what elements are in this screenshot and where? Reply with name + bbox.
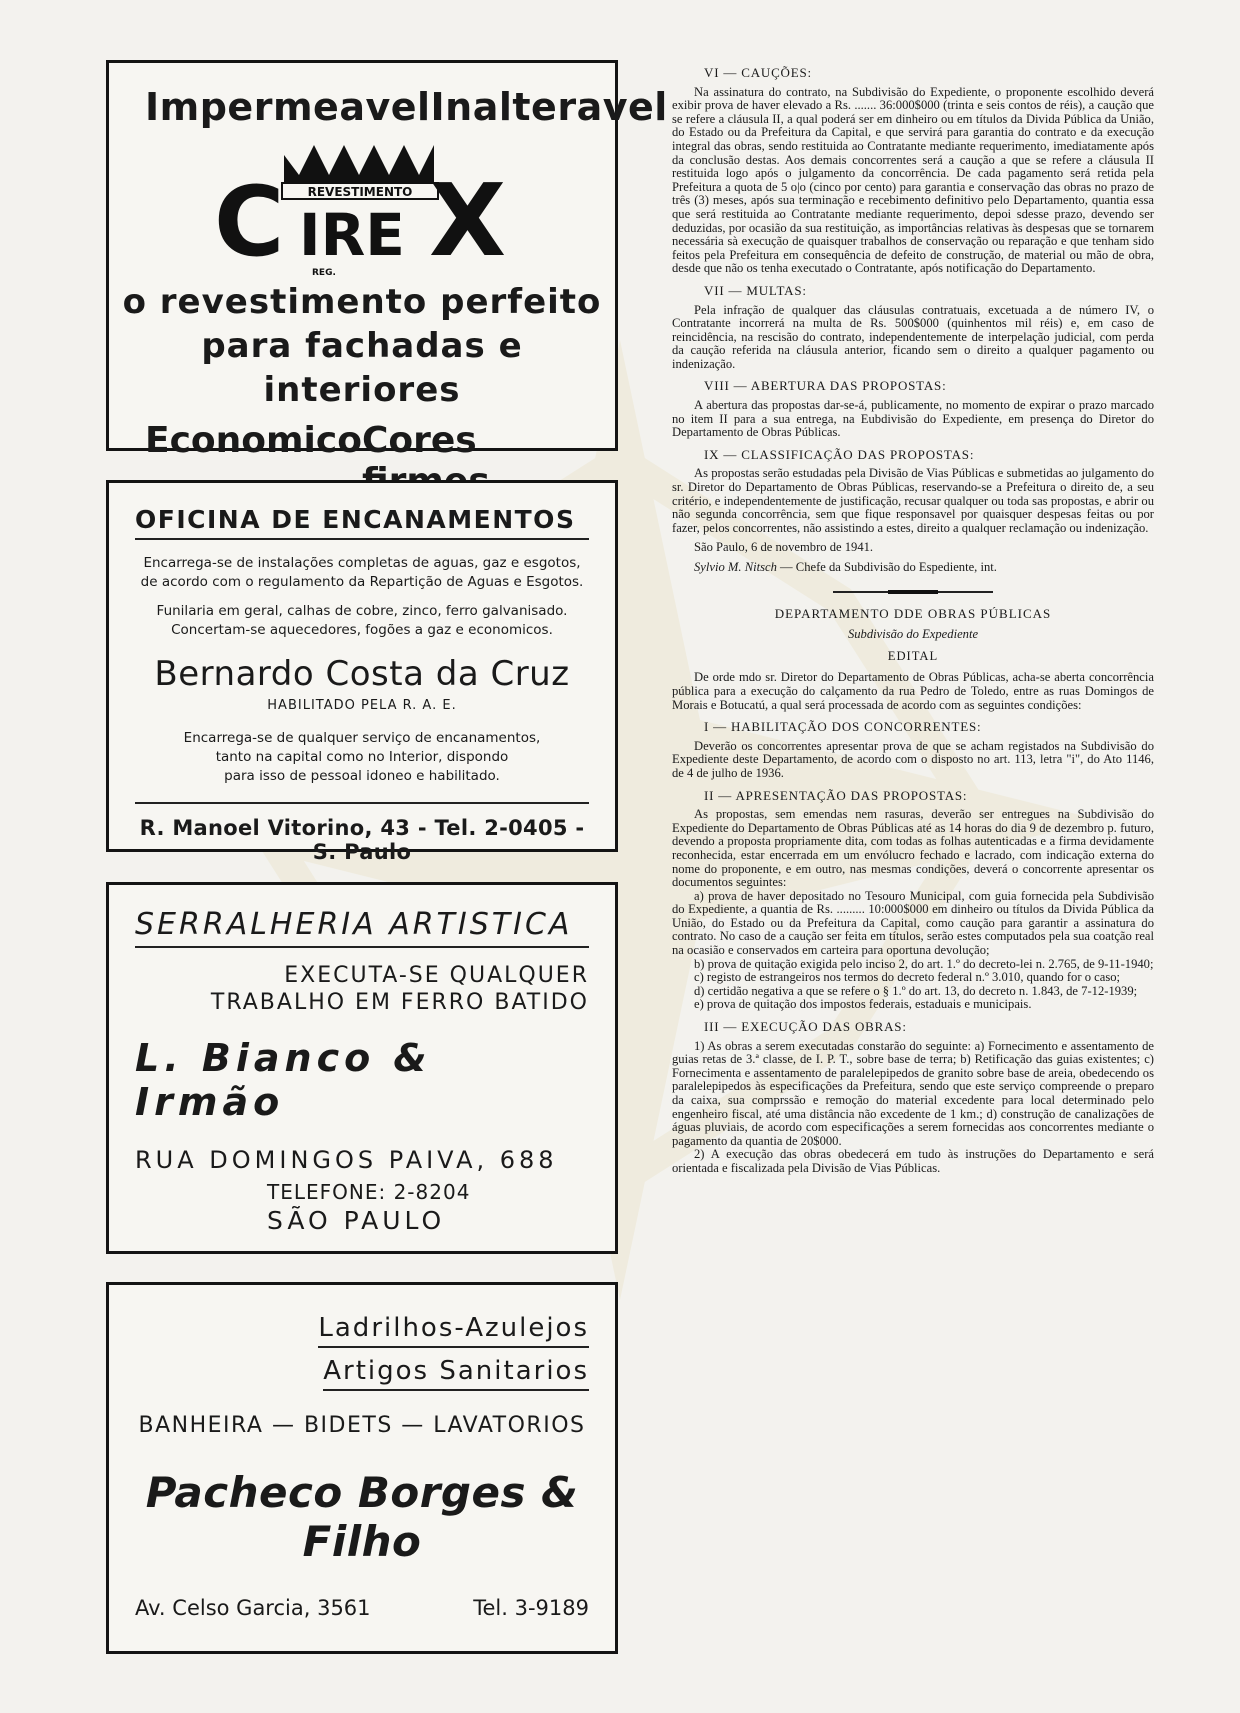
paragraph: As propostas, sem emendas nem rasuras, deverão ser entregues na Subdivisão do Expediente do Departamento de Obras Públicas até as 14 horas do dia 9 de dezembro p. futuro, devendo a proposta propriamente dita, com todas as folhas autenticadas e a firma devidamente reconhecida, estar encerrada em um envólucro fechado e lacrado, com indicação externa do nome do proponente, e em outro, nas mesmas condições, deverá o concorrente apresentar os documentos seguintes:: [672, 807, 1154, 890]
cirex-feature-left: Economico: [145, 420, 362, 461]
ad-tagline-right: Inalteravel: [430, 85, 668, 129]
section-title: IX — CLASSIFICAÇÃO DAS PROPOSTAS:: [704, 446, 975, 462]
pacheco-products: BANHEIRA — BIDETS — LAVATORIOS: [138, 1413, 586, 1438]
section-title: III — EXECUÇÃO DAS OBRAS:: [704, 1019, 907, 1035]
paragraph: a) prova de haver depositado no Tesouro Municipal, com guia fornecida pela Subdivisão do Expediente, a quantia de Rs. ......... 10:000$000 em dinheiro ou títulos da Divida Pública da União, do Estado ou da Prefeitura da Capital, como caução para garantir a assinatura do contrato. No caso de a caução ser feita em títulos, serão estes computados pela sua coatção real na ocasião e conservados em carteira para oportuna devolução;: [672, 888, 1154, 958]
subdivision-title: Subdivisão do Expediente: [847, 627, 979, 642]
svg-text:X: X: [429, 162, 507, 279]
svg-text:REVESTIMENTO: REVESTIMENTO: [307, 185, 413, 199]
section-title: I — HABILITAÇÃO DOS CONCORRENTES:: [704, 719, 982, 735]
paragraph: Na assinatura do contrato, na Subdivisão do Expediente, o proponente escolhido deverá exibir prova de haver elevado a Rs. ....... 36:000$000 (trinta e seis contos de réis), a caução que se refere a cláusula II, a qual poderá ser em dinheiro ou em títulos da Divida Pública da União, do Estado ou da Prefeitura da Capital, e que servirá para garantia do contrato e da execução integral das obras, sendo restituida ao Contratante mediante requerimento, imediatamente após da conclusão destas. Aos demais concorrentes será a caução a que se refere a cláusula II restituida logo após o julgamento da concorrência. De cada pagamento será retida pela Prefeitura a quota de 5 o|o (cinco por cento) para garantia e conservação das obras no prazo de três (3) meses, após sua terminação e recebimento definitivo pelo Departamento, quantia essa que será restituida ao Contratante mediante requerimento, depoi sdesse prazo, devendo ser deduzidas, por ocasião da sua restituição, as importâncias relativas às despesas que se tornarem necessária sà execução de quaisquer trabalhos de conservação ou reparação e que tenham sido feitos pela Prefeitura em consequência de defeito de construção, de material ou mão de obra, desde que não os tenha executado o Contratante, após notificação do Departamento.: [672, 84, 1154, 276]
pacheco-phone: Tel. 3-9189: [473, 1596, 589, 1620]
pacheco-ad: [106, 1282, 618, 1654]
svg-text:C: C: [214, 166, 285, 278]
section-title: VIII — ABERTURA DAS PROPOSTAS:: [704, 378, 947, 394]
edital-column: [672, 58, 1154, 1176]
oficina-address: R. Manoel Vitorino, 43 - Tel. 2-0405 - S. Paulo: [135, 802, 589, 864]
paragraph: c) registo de estrangeiros nos termos do decreto federal n.º 3.010, quando for o caso;: [694, 970, 1121, 985]
serralheria-exec-line: TRABALHO EM FERRO BATIDO: [210, 990, 589, 1015]
paragraph: De orde mdo sr. Diretor do Departamento de Obras Públicas, acha-se aberta concorrência pública para a execução do calçamento da rua Pedro de Toledo, entre as ruas Domingos de Morais e Botucatú, a qual será processada de acordo com as seguintes condições:: [672, 670, 1154, 712]
department-title: DEPARTAMENTO DDE OBRAS PÚBLICAS: [774, 605, 1052, 621]
signature-name: Sylvio M. Nitsch: [694, 560, 777, 574]
paragraph: As propostas serão estudadas pela Divisão de Vias Públicas e submetidas ao julgamento do sr. Diretor do Departamento de Obras Públicas, reservando-se a Prefeitura o direito de, a seu critério, e independentemente de justificação, recusar qualquer ou toda sas propostas, e abrir ou não segunda concorrência, sem que fique responsavel por quaisquer despesas feitas ou por fazer, pelos concorrentes, não assistindo a estes, direito a qualquer reclamação ou indenização.: [672, 466, 1154, 535]
pacheco-address: Av. Celso Garcia, 3561: [135, 1596, 371, 1620]
oficina-line: Concertam-se aquecedores, fogões a gaz e economicos.: [171, 622, 553, 638]
serralheria-exec-line: EXECUTA-SE QUALQUER: [284, 963, 589, 988]
pacheco-line: Artigos Sanitarios: [323, 1356, 589, 1391]
serralheria-ad: [106, 882, 618, 1254]
oficina-line: tanto na capital como no Interior, dispondo: [215, 749, 509, 765]
pacheco-line: Ladrilhos-Azulejos: [318, 1313, 589, 1348]
oficina-line: Funilaria em geral, calhas de cobre, zinco, ferro galvanisado.: [156, 603, 568, 619]
serralheria-city: SÃO PAULO: [267, 1206, 446, 1235]
paragraph: 2) A execução das obras obedecerá em tudo às instruções do Departamento e será orientada e fiscalizada pela Divisão de Vias Públicas.: [672, 1147, 1154, 1175]
oficina-line: de acordo com o regulamento da Repartição de Aguas e Esgotos.: [140, 574, 584, 590]
signature-role: — Chefe da Subdivisão do Espediente, int.: [776, 560, 997, 574]
paragraph: A abertura das propostas dar-se-á, publicamente, no momento de expirar o prazo marcado no item II para a sua entrega, na Eubdivisão do Expediente, em presença do Diretor do Departamento de Obras Públicas.: [672, 398, 1154, 440]
paragraph: Pela infração de qualquer das cláusulas contratuais, excetuada a de número IV, o Contratante incorrerá na multa de Rs. 500$000 (quinhentos mil réis) e, em caso de reincidência, na rescisão do contrato, independentemente de interpelação judicial, com perda da caução referida na cláusula anterior, ficando sem o direito a qualquer pagamento ou indenização.: [672, 302, 1154, 371]
paragraph: b) prova de quitação exigida pelo inciso 2, do art. 1.º do decreto-lei n. 2.765, de 9-11-1940;: [694, 956, 1154, 971]
date: São Paulo, 6 de novembro de 1941.: [694, 540, 874, 555]
cirex-logo: [109, 135, 615, 280]
cirex-feature-right: Cores: [361, 420, 477, 461]
oficina-heading: OFICINA DE ENCANAMENTOS: [135, 505, 589, 540]
cirex-ad: [106, 60, 668, 461]
oficina-name: Bernardo Costa da Cruz: [154, 654, 570, 694]
ad-tagline-left: Impermeavel: [145, 85, 431, 129]
section-title: II — APRESENTAÇÃO DAS PROPOSTAS:: [704, 787, 968, 803]
oficina-line: Encarrega-se de qualquer serviço de encanamentos,: [183, 730, 541, 746]
oficina-line: Encarrega-se de instalações completas de aguas, gaz e esgotos,: [143, 555, 581, 571]
crown-icon: [204, 135, 524, 280]
svg-text:IRE: IRE: [299, 201, 405, 269]
cirex-tagline-1: o revestimento perfeito: [122, 282, 602, 322]
serralheria-street: RUA DOMINGOS PAIVA, 688: [135, 1146, 558, 1174]
pacheco-name: Pacheco Borges & Filho: [145, 1468, 579, 1566]
paragraph: Deverão os concorrentes apresentar prova de que se acham registados na Subdivisão do Expediente deste Departamento, de acordo com o disposto no art. 113, letra "i", do Ato 1146, de 4 de julho de 1936.: [672, 738, 1154, 780]
svg-text:REG.: REG.: [312, 268, 336, 278]
oficina-line: para isso de pessoal idoneo e habilitado.: [224, 768, 500, 784]
cirex-tagline-2: para fachadas e interiores: [201, 326, 523, 410]
serralheria-heading: SERRALHERIA ARTISTICA: [135, 907, 589, 948]
section-title: VI — CAUÇÕES:: [704, 65, 812, 80]
serralheria-phone: TELEFONE: 2-8204: [267, 1180, 471, 1204]
oficina-ad: [106, 480, 618, 864]
paragraph: e) prova de quitação dos impostos federais, estaduais e municipais.: [694, 997, 1032, 1012]
edital-title: EDITAL: [887, 648, 939, 663]
divider: [833, 591, 993, 593]
paragraph: d) certidão negativa a que se refere o § 1.º do art. 13, do decreto n. 1.843, de 7-12-1939;: [694, 983, 1138, 998]
paragraph: 1) As obras a serem executadas constarão do seguinte: a) Fornecimento e assentamento de guias retas de 3.ª classe, de I. P. T., sobre base de terra; b) Retificação das guias existentes; c) Fornecimenta e assentamento de paralelepipedos de granito sobre base de areia, obedecendo os paralelepipedos às especificações da Prefeitura, sendo que este serviço compreende o preparo da caixa, sua comprssão e remoção do material excedente para local determinado pelo engenheiro fiscal, até uma distância não excedente de 1 km.; d) construção de canalizações de águas pluviais, de acordo com especificações a serem fornecidas aos concorrentes mediante o pagamento da quantia de 20$000.: [672, 1038, 1154, 1148]
serralheria-name: L. Bianco & Irmão: [135, 1036, 432, 1124]
section-title: VII — MULTAS:: [704, 282, 807, 298]
oficina-habilitado: HABILITADO PELA R. A. E.: [267, 698, 457, 713]
